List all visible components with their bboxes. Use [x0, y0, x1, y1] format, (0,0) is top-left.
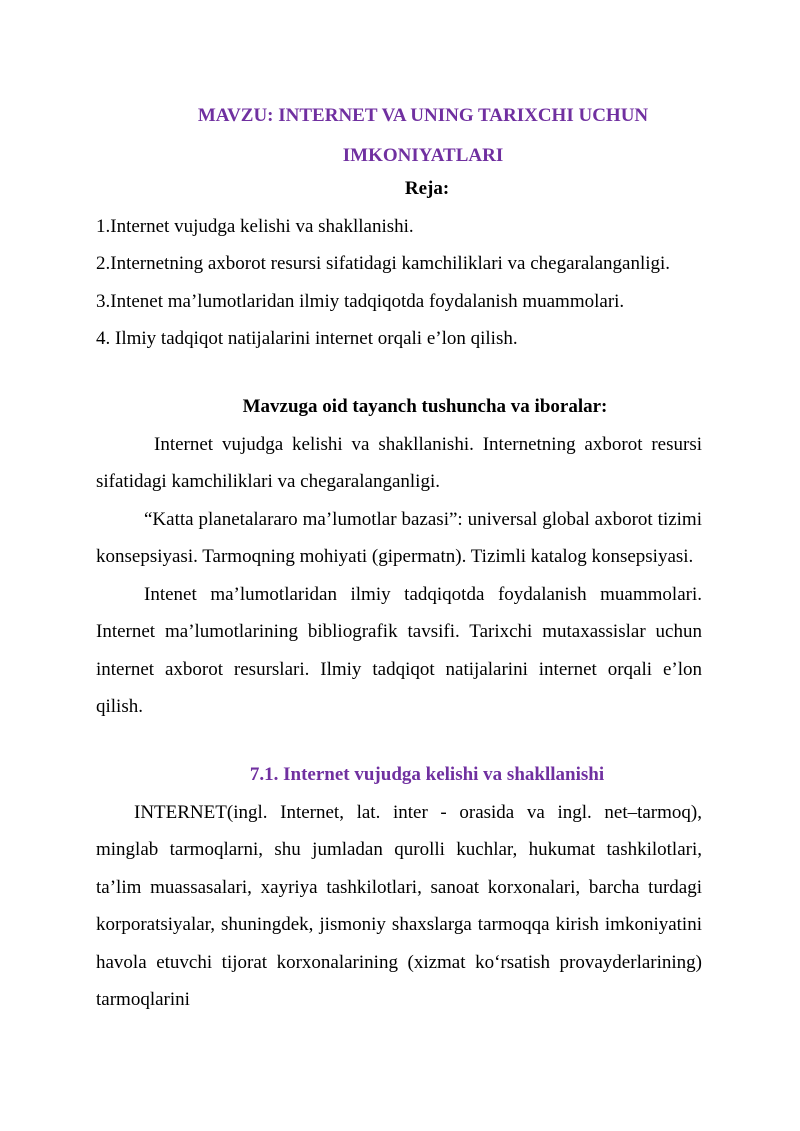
- keywords-paragraph-1: Internet vujudga kelishi va shakllanishi. Internetning axborot resursi sifatidagi kamchiliklari va chegaralanganligi.: [96, 433, 702, 492]
- keywords-paragraph-2: “Katta planetalararo ma’lumotlar bazasi”: universal global axborot tizimi konsepsiyasi. Tarmoqning mohiyati (gipermatn). Tizimli katalog konsepsiyasi.: [96, 508, 702, 567]
- plan-item-2: 2.Internetning axborot resursi sifatidagi kamchiliklari va chegaralanganligi.: [96, 253, 671, 274]
- keywords-paragraph-3: Intenet ma’lumotlaridan ilmiy tadqiqotda foydalanish muammolari. Internet ma’lumotlarining bibliografik tavsifi. Tarixchi mutaxassislar uchun internet axborot resurslari. Ilmiy tadqiqot natijalarini internet orqali e’lon qilish.: [96, 583, 702, 717]
- plan-item-4: 4. Ilmiy tadqiqot natijalarini internet orqali e’lon qilish.: [96, 328, 518, 349]
- section-paragraph: INTERNET(ingl. Internet, lat. inter - orasida va ingl. net–tarmoq), minglab tarmoqlarni, shu jumladan qurolli kuchlar, hukumat tashkilotlari, ta’lim muassasalari, xayriya tashkilotlari, sanoat korxonalari, barcha turdagi korporatsiyalar, shuningdek, jismoniy shaxslarga tarmoqqa kirish imkoniyatini havola etuvchi tijorat korxonalarining (xizmat ko‘rsatish provayderlarining) tarmoqlarini: [96, 801, 702, 1010]
- plan-heading: Reja:: [404, 178, 450, 199]
- plan-section: [96, 170, 702, 358]
- page-title: [96, 96, 750, 176]
- plan-item-1: 1.Internet vujudga kelishi va shakllanishi.: [96, 215, 414, 237]
- keywords-section: [96, 388, 702, 726]
- keywords-heading: Mavzuga oid tayanch tushuncha va iboralar:: [242, 396, 608, 417]
- plan-item-3: 3.Intenet ma’lumotlaridan ilmiy tadqiqotda foydalanish muammolari.: [96, 290, 625, 312]
- page-title-line-1: MAVZU: INTERNET VA UNING TARIXCHI UCHUN: [197, 105, 649, 126]
- section-heading: 7.1. Internet vujudga kelishi va shakllanishi: [249, 764, 605, 785]
- page-title-line-2: IMKONIYATLARI: [342, 145, 504, 166]
- section-7-1: [96, 756, 702, 1019]
